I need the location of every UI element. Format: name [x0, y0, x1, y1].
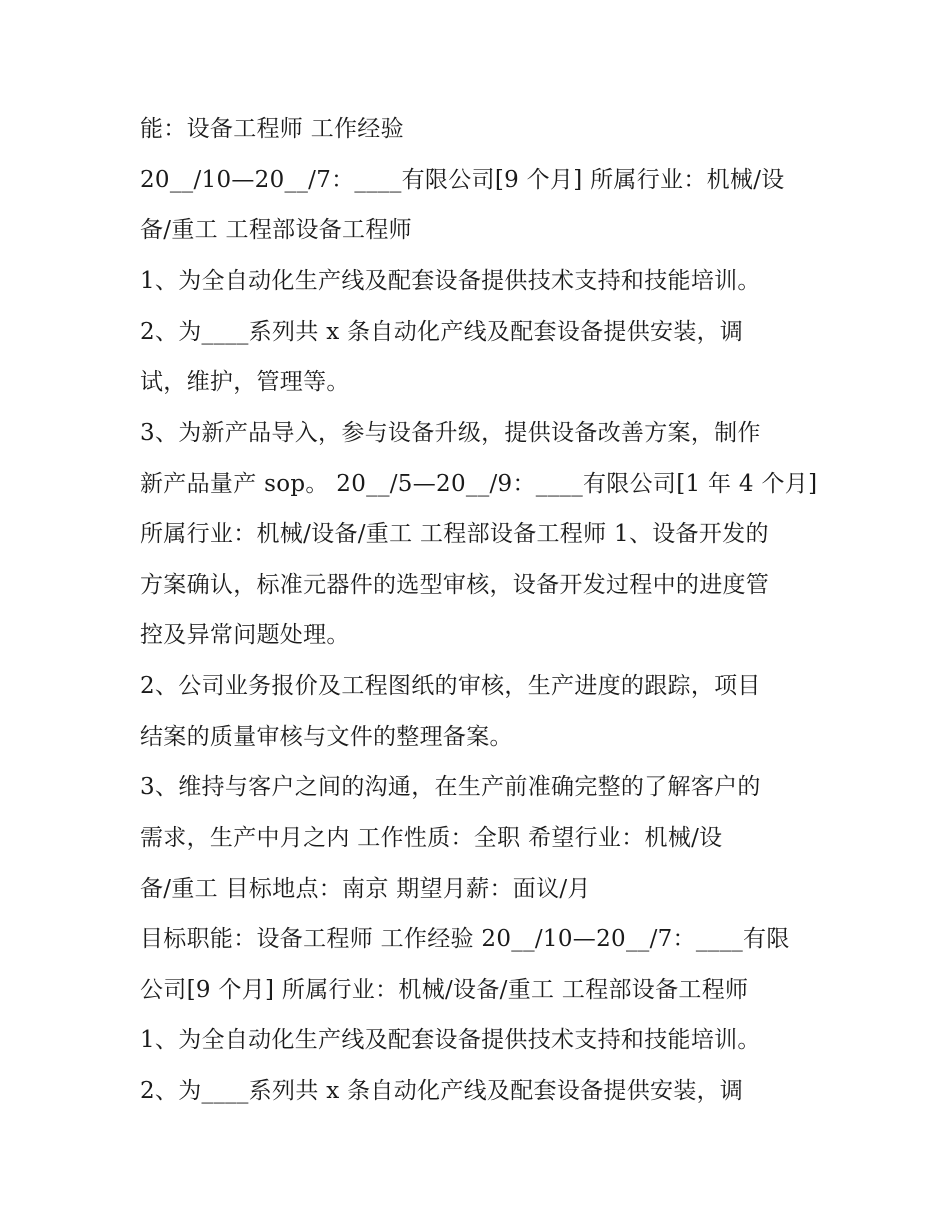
text-line: 能：设备工程师 工作经验 — [140, 116, 404, 142]
text-line: 公司[9 个月] 所属行业：机械/设备/重工 工程部设备工程师 — [140, 977, 749, 1003]
text-line: 试，维护，管理等。 — [140, 369, 350, 395]
text-line: 3、为新产品导入，参与设备升级，提供设备改善方案，制作 — [140, 420, 761, 446]
text-line: 2、为____系列共 x 条自动化产线及配套设备提供安装，调 — [140, 1078, 744, 1104]
text-line: 方案确认，标准元器件的选型审核，设备开发过程中的进度管 — [140, 572, 770, 598]
text-line: 2、为____系列共 x 条自动化产线及配套设备提供安装，调 — [140, 319, 744, 345]
text-line: 新产品量产 sop。 20__/5—20__/9：____有限公司[1 年 4 个月] — [140, 471, 818, 497]
text-line: 3、维持与客户之间的沟通，在生产前准确完整的了解客户的 — [140, 774, 761, 800]
text-line: 备/重工 工程部设备工程师 — [140, 217, 412, 243]
text-line: 2、公司业务报价及工程图纸的审核，生产进度的跟踪，项目 — [140, 673, 761, 699]
text-line: 控及异常问题处理。 — [140, 622, 350, 648]
text-line: 目标职能：设备工程师 工作经验 20__/10—20__/7：____有限 — [140, 926, 790, 952]
text-line: 20__/10—20__/7：____有限公司[9 个月] 所属行业：机械/设 — [140, 167, 785, 193]
text-line: 备/重工 目标地点：南京 期望月薪：面议/月 — [140, 876, 591, 902]
text-line: 所属行业：机械/设备/重工 工程部设备工程师 1、设备开发的 — [140, 521, 769, 547]
text-line: 1、为全自动化生产线及配套设备提供技术支持和技能培训。 — [140, 1027, 761, 1053]
text-line: 结案的质量审核与文件的整理备案。 — [140, 724, 513, 750]
text-line: 1、为全自动化生产线及配套设备提供技术支持和技能培训。 — [140, 268, 761, 294]
text-line: 需求，生产中月之内 工作性质：全职 希望行业：机械/设 — [140, 825, 723, 851]
